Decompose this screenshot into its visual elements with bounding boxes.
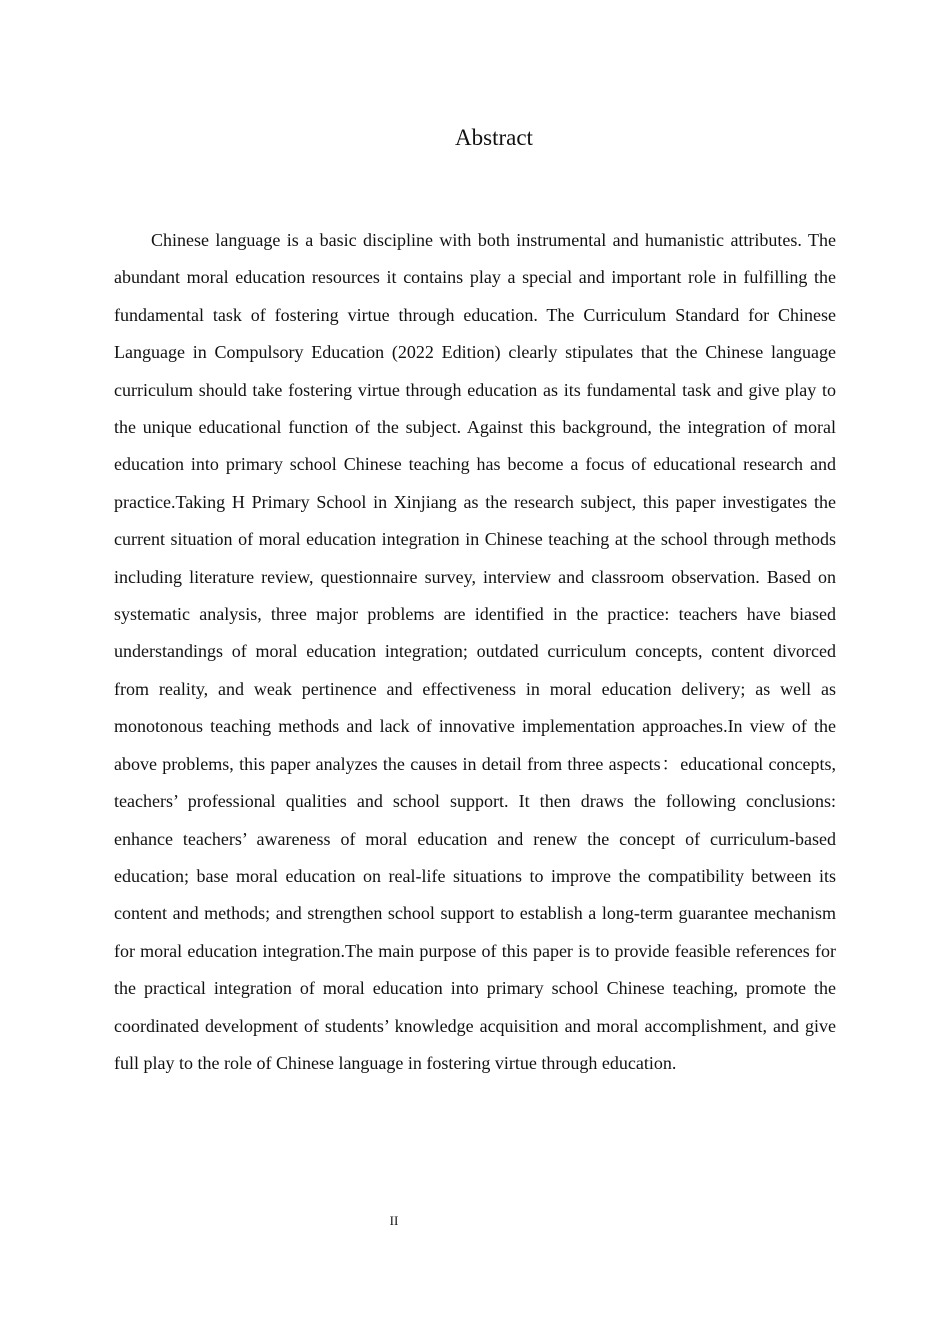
- abstract-body: Chinese language is a basic discipline with both instrumental and humanistic attributes. The abundant moral education resources it contains play a special and important role in fulfilling the fundamental task of fostering virtue through education. The Curriculum Standard for Chinese Language in Compulsory Education (2022 Edition) clearly stipulates that the Chinese language curriculum should take fostering virtue through education as its fundamental task and give play to the unique educational function of the subject. Against this background, the integration of moral education into primary school Chinese teaching has become a focus of educational research and practice.Taking H Primary School in Xinjiang as the research subject, this paper investigates the current situation of moral education integration in Chinese teaching at the school through methods including literature review, questionnaire survey, interview and classroom observation. Based on systematic analysis, three major problems are identified in the practice: teachers have biased understandings of moral education integration; outdated curriculum concepts, content divorced from reality, and weak pertinence and effectiveness in moral education delivery; as well as monotonous teaching methods and lack of innovative implementation approaches.In view of the above problems, this paper analyzes the causes in detail from three aspects：educational concepts, teachers’ professional qualities and school support. It then draws the following conclusions: enhance teachers’ awareness of moral education and renew the concept of curriculum-based education; base moral education on real-life situations to improve the compatibility between its content and methods; and strengthen school support to establish a long-term guarantee mechanism for moral education integration.The main purpose of this paper is to provide feasible references for the practical integration of moral education into primary school Chinese teaching, promote the coordinated development of students’ knowledge acquisition and moral accomplishment, and give full play to the role of Chinese language in fostering virtue through education.: [114, 230, 836, 1073]
- abstract-title: Abstract: [455, 125, 533, 150]
- page-number: II: [389, 1213, 399, 1228]
